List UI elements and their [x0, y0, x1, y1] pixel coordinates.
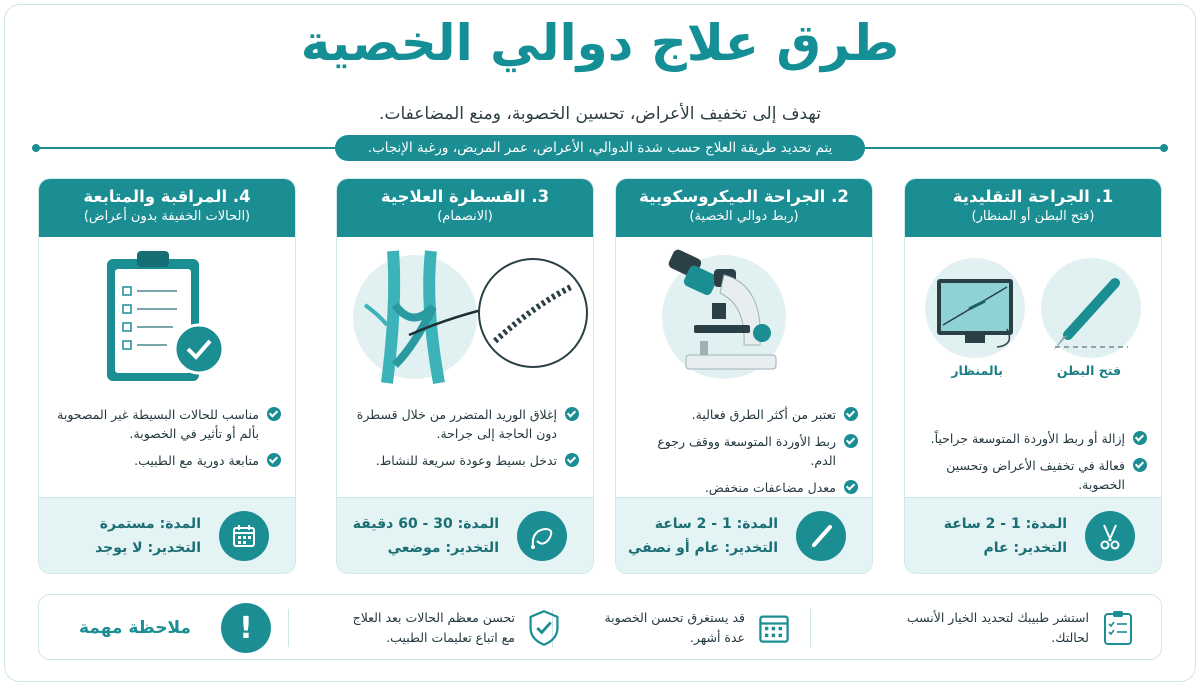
anesthesia: التخدير: لا يوجد [95, 540, 201, 556]
card-footer [337, 497, 593, 573]
surgical-scissors-icon [1085, 511, 1135, 561]
card-header [39, 179, 295, 237]
embolization-illustration [336, 245, 593, 387]
card-illustration [337, 245, 593, 387]
card-illustration [616, 245, 872, 387]
card-illustration [39, 245, 295, 387]
check-icon [844, 434, 858, 448]
card-subtitle: (الحالات الخفيفة بدون أعراض) [83, 209, 251, 224]
card-benefits [53, 405, 281, 478]
card-header [337, 179, 593, 237]
card-subtitle: (ربط دوالي الخصية) [689, 209, 799, 224]
card-meta [95, 512, 201, 560]
card-benefits [630, 405, 858, 505]
card-header [905, 179, 1161, 237]
card-benefits [919, 429, 1147, 502]
tip-consult-doctor [907, 605, 1135, 651]
exclamation-icon: ! [221, 603, 271, 653]
list-item: فعالة في تخفيف الأعراض وتحسين الخصوبة. [919, 456, 1147, 494]
check-badge-icon [175, 325, 223, 373]
check-icon [1133, 431, 1147, 445]
important-notes-bar [38, 594, 1162, 660]
check-icon [844, 480, 858, 494]
decision-note: يتم تحديد طريقة العلاج حسب شدة الدوالي، الأعراض، عمر المريض، ورغبة الإنجاب. [335, 135, 865, 161]
tip-text: تحسن معظم الحالات بعد العلاج مع اتباع تعليمات الطبيب. [352, 610, 515, 645]
card-subtitle: (الانصمام) [437, 209, 493, 224]
card-title: 1. الجراحة التقليدية [952, 187, 1114, 206]
card-illustration [905, 245, 1161, 387]
divider [288, 609, 289, 647]
list-item: تدخل بسيط وعودة سريعة للنشاط. [351, 451, 579, 470]
duration: المدة: 1 - 2 ساعة [654, 516, 778, 532]
card-embolization [336, 178, 594, 574]
card-meta [353, 512, 499, 560]
list-item: متابعة دورية مع الطبيب. [53, 451, 281, 470]
page-title: طرق علاج دوالي الخصية [300, 14, 900, 72]
check-icon [267, 407, 281, 421]
duration: المدة: 1 - 2 ساعة [943, 516, 1067, 532]
coil-zoom-circle [479, 259, 587, 367]
list-item: إغلاق الوريد المتضرر من خلال قسطرة دون الحاجة إلى جراحة. [351, 405, 579, 443]
duration: المدة: مستمرة [99, 516, 201, 532]
catheter-icon [517, 511, 567, 561]
checklist-icon [1101, 610, 1135, 646]
check-icon [844, 407, 858, 421]
card-benefits [351, 405, 579, 478]
card-footer [616, 497, 872, 573]
important-label: ملاحظة مهمة [79, 618, 191, 638]
card-meta [628, 512, 778, 560]
surgery-illustration [904, 245, 1161, 387]
important-note [79, 603, 271, 653]
tip-text: استشر طبيبك لتحديد الخيار الأنسب لحالتك. [906, 610, 1089, 645]
anesthesia: التخدير: عام [983, 540, 1067, 556]
calendar-icon [757, 611, 791, 645]
page-subtitle: تهدف إلى تخفيف الأعراض، تحسين الخصوبة، ومنع المضاعفات. [379, 104, 821, 124]
list-item: مناسب للحالات البسيطة غير المصحوبة بألم أو تأثير في الخصوبة. [53, 405, 281, 443]
treatment-cards [38, 178, 1162, 576]
anesthesia: التخدير: عام أو نصفي [627, 540, 778, 556]
check-icon [565, 453, 579, 467]
open-surgery-label: فتح البطن [1056, 363, 1121, 378]
tip-improvement [353, 605, 561, 651]
list-item: تعتبر من أكثر الطرق فعالية. [630, 405, 858, 424]
list-item: معدل مضاعفات منخفض. [630, 478, 858, 497]
divider-dot [1160, 144, 1168, 152]
check-icon [1133, 458, 1147, 472]
tip-fertility-time [604, 605, 791, 651]
card-meta [944, 512, 1067, 560]
duration: المدة: 30 - 60 دقيقة [352, 516, 499, 532]
card-title: 3. القسطرة العلاجية [380, 187, 550, 206]
card-microsurgery [615, 178, 873, 574]
card-title: 2. الجراحة الميكروسكوبية [639, 187, 849, 206]
anesthesia: التخدير: موضعي [387, 540, 499, 556]
card-title: 4. المراقبة والمتابعة [83, 187, 251, 206]
divider [810, 609, 811, 647]
card-subtitle: (فتح البطن أو المنظار) [971, 209, 1095, 224]
card-footer [39, 497, 295, 573]
card-monitoring [38, 178, 296, 574]
card-traditional-surgery [904, 178, 1162, 574]
check-icon [565, 407, 579, 421]
tip-text: قد يستغرق تحسن الخصوبة عدة أشهر. [604, 610, 745, 645]
list-item: ربط الأوردة المتوسعة ووقف رجوع الدم. [630, 432, 858, 470]
clipboard-illustration [38, 245, 295, 387]
card-footer [905, 497, 1161, 573]
calendar-icon [219, 511, 269, 561]
check-icon [267, 453, 281, 467]
list-item: إزالة أو ربط الأوردة المتوسعة جراحياً. [919, 429, 1147, 448]
card-header [616, 179, 872, 237]
laparoscopy-label: بالمنظار [951, 363, 1003, 378]
microscope-illustration [615, 245, 872, 387]
divider-dot [32, 144, 40, 152]
shield-check-icon [527, 609, 561, 647]
scalpel-icon [796, 511, 846, 561]
